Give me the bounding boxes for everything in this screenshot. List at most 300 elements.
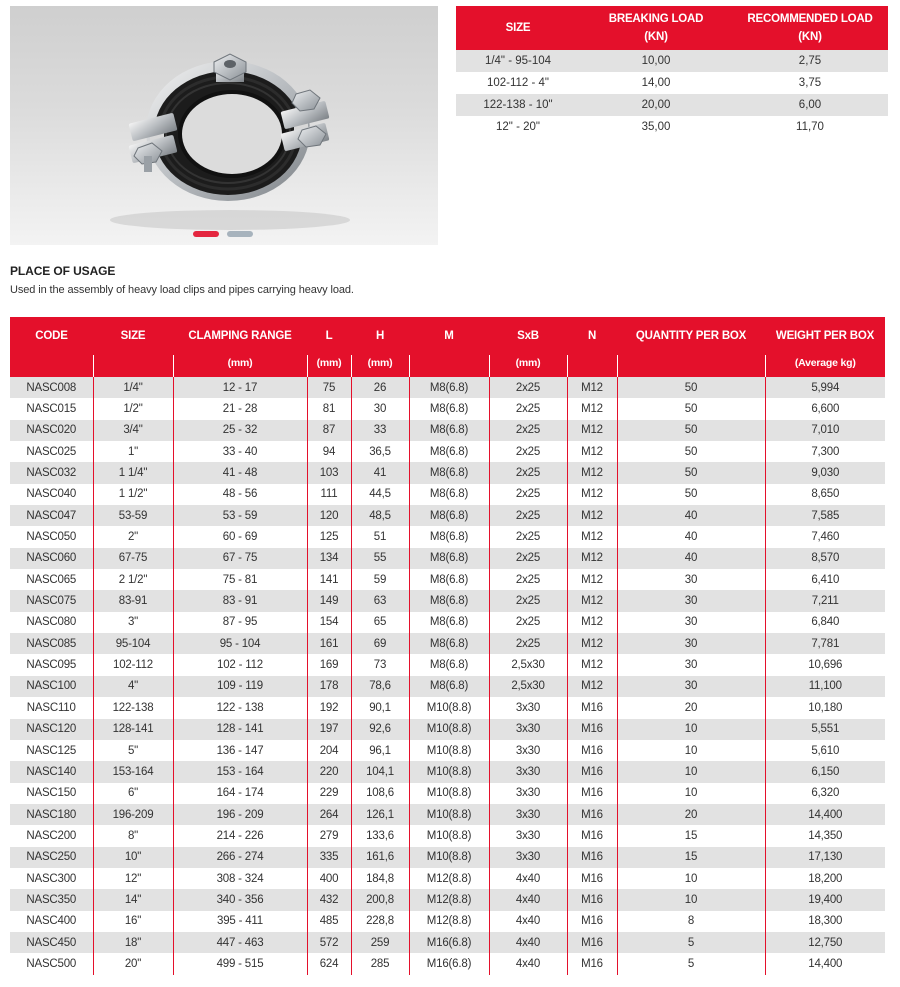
load-table-header [456,6,888,50]
table-cell: M8(6.8) [409,462,489,483]
table-cell: 87 [307,420,351,441]
table-cell: 50 [617,441,765,462]
table-cell: 2,5x30 [489,654,567,675]
table-cell: 12" [93,868,173,889]
table-row [10,484,885,505]
table-cell: 95 - 104 [173,633,307,654]
table-cell: 7,781 [765,633,885,654]
table-cell: 36,5 [351,441,409,462]
table-cell: 8,570 [765,548,885,569]
load-header-cell [580,6,732,50]
table-cell: 92,6 [351,719,409,740]
table-cell: M10(8.8) [409,825,489,846]
table-cell: 169 [307,654,351,675]
table-cell: 103 [307,462,351,483]
table-cell: 161 [307,633,351,654]
table-cell: 340 - 356 [173,889,307,910]
load-table-cell: 12" - 20" [496,121,540,133]
table-cell: 2x25 [489,398,567,419]
table-cell: NASC020 [10,420,93,441]
table-cell: 14,400 [765,804,885,825]
table-cell: 102 - 112 [173,654,307,675]
table-row [10,719,885,740]
table-cell: M10(8.8) [409,847,489,868]
table-cell: 2x25 [489,484,567,505]
load-table-cell: 35,00 [641,121,671,133]
spec-unit-cell [617,355,765,377]
table-cell: 285 [351,953,409,974]
table-cell: 5,610 [765,740,885,761]
table-cell: NASC080 [10,612,93,633]
table-cell: 149 [307,590,351,611]
table-cell: NASC032 [10,462,93,483]
spec-header-cell: L [307,317,351,355]
product-spec-table [10,317,885,975]
load-table-cell: 122-138 - 10" [483,99,553,111]
table-cell: 228,8 [351,911,409,932]
spec-table-units [10,355,885,377]
table-cell: NASC400 [10,911,93,932]
table-row [10,377,885,398]
table-cell: NASC040 [10,484,93,505]
product-image [10,6,438,245]
table-cell: M8(6.8) [409,377,489,398]
table-row [10,548,885,569]
table-cell: M16 [567,911,617,932]
table-cell: M8(6.8) [409,420,489,441]
table-cell: 18" [93,932,173,953]
table-cell: 10 [617,889,765,910]
table-cell: NASC060 [10,548,93,569]
table-cell: 83 - 91 [173,590,307,611]
table-cell: 12 - 17 [173,377,307,398]
load-table-cell: 1/4" - 95-104 [484,55,552,67]
table-cell: 204 [307,740,351,761]
spec-table-body [10,377,885,975]
table-row [10,783,885,804]
table-cell: 4x40 [489,911,567,932]
spec-header-cell: M [409,317,489,355]
table-cell: 3x30 [489,740,567,761]
table-cell: 447 - 463 [173,932,307,953]
spec-unit-cell [10,355,93,377]
table-cell: NASC120 [10,719,93,740]
table-cell: 10 [617,868,765,889]
load-header-cell [456,6,580,50]
table-cell: M8(6.8) [409,569,489,590]
table-cell: M8(6.8) [409,526,489,547]
table-cell: 18,200 [765,868,885,889]
table-cell: 55 [351,548,409,569]
table-cell: 6" [93,783,173,804]
load-table-cell: 2,75 [798,55,822,67]
table-cell: 2x25 [489,420,567,441]
table-cell: NASC110 [10,697,93,718]
table-cell: M12 [567,612,617,633]
table-cell: M10(8.8) [409,804,489,825]
table-cell: 122 - 138 [173,697,307,718]
table-cell: 96,1 [351,740,409,761]
table-cell: 10 [617,761,765,782]
table-cell: NASC047 [10,505,93,526]
table-cell: 624 [307,953,351,974]
table-cell: 192 [307,697,351,718]
table-cell: 65 [351,612,409,633]
table-cell: 108,6 [351,783,409,804]
table-cell: 5,551 [765,719,885,740]
load-table-cell: 14,00 [641,77,671,89]
table-cell: 51 [351,526,409,547]
table-cell: 30 [617,654,765,675]
table-cell: 6,320 [765,783,885,804]
table-cell: NASC075 [10,590,93,611]
load-table-cell: 10,00 [641,55,671,67]
table-cell: 432 [307,889,351,910]
table-cell: 120 [307,505,351,526]
table-cell: 3x30 [489,719,567,740]
table-cell: 41 [351,462,409,483]
table-cell: 3x30 [489,783,567,804]
table-cell: NASC125 [10,740,93,761]
table-cell: 16" [93,911,173,932]
table-row [10,911,885,932]
table-cell: M16 [567,868,617,889]
load-table-row [456,116,888,138]
table-cell: 95-104 [93,633,173,654]
table-cell: 67-75 [93,548,173,569]
table-cell: 2" [93,526,173,547]
load-table [456,6,888,138]
table-cell: NASC085 [10,633,93,654]
table-row [10,697,885,718]
table-cell: 153-164 [93,761,173,782]
table-cell: NASC065 [10,569,93,590]
load-table-cell: 6,00 [798,99,822,111]
table-cell: 2x25 [489,548,567,569]
table-cell: NASC095 [10,654,93,675]
table-cell: NASC200 [10,825,93,846]
table-cell: M12 [567,420,617,441]
table-cell: 2 1/2" [93,569,173,590]
table-cell: NASC180 [10,804,93,825]
load-table-cell: 11,70 [796,121,824,133]
table-cell: M8(6.8) [409,441,489,462]
spec-unit-cell: (mm) [173,355,307,377]
table-cell: 3x30 [489,804,567,825]
table-cell: 25 - 32 [173,420,307,441]
table-cell: 83-91 [93,590,173,611]
table-cell: 5 [617,932,765,953]
table-cell: M8(6.8) [409,590,489,611]
table-cell: M12 [567,484,617,505]
table-row [10,441,885,462]
table-cell: 87 - 95 [173,612,307,633]
table-cell: 7,010 [765,420,885,441]
table-cell: M12 [567,569,617,590]
table-cell: 400 [307,868,351,889]
table-cell: M12 [567,505,617,526]
table-cell: 1 1/2" [93,484,173,505]
table-cell: 53 - 59 [173,505,307,526]
table-cell: 5 [617,953,765,974]
table-cell: NASC008 [10,377,93,398]
table-cell: 308 - 324 [173,868,307,889]
table-cell: 50 [617,377,765,398]
table-cell: 264 [307,804,351,825]
table-cell: 40 [617,526,765,547]
table-cell: 3/4" [93,420,173,441]
table-cell: 59 [351,569,409,590]
table-row [10,761,885,782]
load-table-cell: 3,75 [798,77,822,89]
table-cell: M16 [567,825,617,846]
table-cell: 30 [617,676,765,697]
table-cell: M16 [567,932,617,953]
table-cell: 8" [93,825,173,846]
spec-header-cell: N [567,317,617,355]
table-cell: 44,5 [351,484,409,505]
table-cell: NASC450 [10,932,93,953]
table-cell: M12(8.8) [409,868,489,889]
spec-unit-cell: (mm) [307,355,351,377]
table-cell: 109 - 119 [173,676,307,697]
spec-header-cell: SxB [489,317,567,355]
table-cell: NASC140 [10,761,93,782]
table-cell: 134 [307,548,351,569]
table-cell: 15 [617,825,765,846]
table-cell: 75 [307,377,351,398]
table-cell: 4x40 [489,953,567,974]
table-cell: M12(8.8) [409,889,489,910]
table-cell: 5" [93,740,173,761]
table-cell: 50 [617,484,765,505]
table-cell: 4x40 [489,932,567,953]
table-cell: 2x25 [489,441,567,462]
table-cell: M12 [567,654,617,675]
table-cell: 196-209 [93,804,173,825]
table-cell: 229 [307,783,351,804]
table-cell: 122-138 [93,697,173,718]
table-cell: 63 [351,590,409,611]
table-cell: M10(8.8) [409,719,489,740]
table-cell: 3x30 [489,761,567,782]
table-cell: M16 [567,719,617,740]
table-cell: 499 - 515 [173,953,307,974]
table-cell: 40 [617,505,765,526]
table-cell: 335 [307,847,351,868]
table-cell: 10,696 [765,654,885,675]
table-cell: 2x25 [489,569,567,590]
table-cell: 128-141 [93,719,173,740]
table-cell: 53-59 [93,505,173,526]
table-cell: M8(6.8) [409,676,489,697]
table-cell: M10(8.8) [409,697,489,718]
carousel-dot-active[interactable] [193,231,219,237]
table-cell: 279 [307,825,351,846]
table-row [10,420,885,441]
table-cell: 9,030 [765,462,885,483]
table-cell: 17,130 [765,847,885,868]
table-cell: 2,5x30 [489,676,567,697]
table-cell: M12 [567,526,617,547]
table-cell: 60 - 69 [173,526,307,547]
table-cell: 8 [617,911,765,932]
table-cell: M16 [567,889,617,910]
load-table-body [456,50,888,138]
table-cell: 48 - 56 [173,484,307,505]
table-cell: 2x25 [489,462,567,483]
table-cell: 2x25 [489,633,567,654]
table-cell: M16 [567,783,617,804]
table-cell: 78,6 [351,676,409,697]
table-row [10,932,885,953]
table-cell: 259 [351,932,409,953]
load-table-cell: 102-112 - 4" [486,77,550,89]
usage-description: Used in the assembly of heavy load clips and pipes carrying heavy load. [10,284,354,296]
table-cell: M10(8.8) [409,783,489,804]
load-table-row [456,94,888,116]
spec-header-cell: SIZE [93,317,173,355]
load-header-label: RECOMMENDED LOAD [747,13,873,25]
table-cell: 178 [307,676,351,697]
table-cell: 220 [307,761,351,782]
table-cell: 33 - 40 [173,441,307,462]
table-cell: 485 [307,911,351,932]
table-cell: 7,585 [765,505,885,526]
table-row [10,889,885,910]
table-cell: 14,350 [765,825,885,846]
table-cell: NASC050 [10,526,93,547]
table-cell: 2x25 [489,377,567,398]
table-cell: 19,400 [765,889,885,910]
table-cell: M12 [567,676,617,697]
table-cell: 164 - 174 [173,783,307,804]
table-cell: 6,150 [765,761,885,782]
table-cell: 102-112 [93,654,173,675]
table-row [10,953,885,974]
table-cell: 104,1 [351,761,409,782]
usage-title: PLACE OF USAGE [10,264,116,278]
table-cell: M12 [567,398,617,419]
table-row [10,868,885,889]
table-cell: NASC025 [10,441,93,462]
table-row [10,569,885,590]
table-cell: 30 [617,569,765,590]
table-cell: 5,994 [765,377,885,398]
table-cell: 18,300 [765,911,885,932]
spec-header-cell: CLAMPING RANGE [173,317,307,355]
table-cell: 572 [307,932,351,953]
table-cell: 40 [617,548,765,569]
table-cell: 30 [617,612,765,633]
table-cell: 3" [93,612,173,633]
table-cell: 73 [351,654,409,675]
table-cell: 2x25 [489,505,567,526]
table-cell: 14,400 [765,953,885,974]
table-cell: 50 [617,420,765,441]
table-cell: 10 [617,719,765,740]
table-cell: M12 [567,633,617,654]
table-row [10,590,885,611]
table-cell: 14" [93,889,173,910]
table-cell: 2x25 [489,526,567,547]
table-cell: M10(8.8) [409,761,489,782]
load-table-row [456,50,888,72]
table-cell: 10" [93,847,173,868]
table-cell: 111 [307,484,351,505]
table-cell: 20 [617,804,765,825]
load-header-label: BREAKING LOAD [608,13,704,25]
table-cell: 6,600 [765,398,885,419]
table-cell: 200,8 [351,889,409,910]
table-cell: NASC015 [10,398,93,419]
spec-header-cell: QUANTITY PER BOX [617,317,765,355]
table-cell: 10 [617,783,765,804]
table-cell: 4x40 [489,889,567,910]
table-cell: 69 [351,633,409,654]
table-cell: M12 [567,441,617,462]
table-cell: 154 [307,612,351,633]
spec-unit-cell [567,355,617,377]
table-cell: 50 [617,462,765,483]
spec-unit-cell: (mm) [351,355,409,377]
table-cell: 1 1/4" [93,462,173,483]
load-header-unit: (KN) [798,31,822,43]
table-cell: 20 [617,697,765,718]
load-table-cell: 20,00 [641,99,671,111]
table-cell: 1/2" [93,398,173,419]
table-cell: NASC300 [10,868,93,889]
table-cell: 6,410 [765,569,885,590]
table-cell: 196 - 209 [173,804,307,825]
table-cell: 141 [307,569,351,590]
table-cell: M16 [567,740,617,761]
table-row [10,654,885,675]
spec-unit-cell: (mm) [489,355,567,377]
table-cell: 266 - 274 [173,847,307,868]
table-cell: NASC250 [10,847,93,868]
table-cell: M16 [567,697,617,718]
table-cell: M12 [567,377,617,398]
spec-unit-cell [409,355,489,377]
carousel-dot-inactive[interactable] [227,231,253,237]
table-cell: M16 [567,847,617,868]
table-cell: 7,211 [765,590,885,611]
table-cell: 33 [351,420,409,441]
table-cell: 21 - 28 [173,398,307,419]
spec-table-header [10,317,885,355]
table-cell: 94 [307,441,351,462]
table-row [10,633,885,654]
spec-header-cell: CODE [10,317,93,355]
table-cell: M8(6.8) [409,548,489,569]
table-cell: 214 - 226 [173,825,307,846]
table-cell: NASC350 [10,889,93,910]
table-cell: 4" [93,676,173,697]
table-cell: 197 [307,719,351,740]
load-header-label: SIZE [505,22,531,34]
table-row [10,676,885,697]
table-cell: NASC100 [10,676,93,697]
carousel-indicators [193,231,253,237]
table-row [10,825,885,846]
table-cell: M8(6.8) [409,484,489,505]
table-cell: M8(6.8) [409,654,489,675]
table-cell: 50 [617,398,765,419]
table-cell: 41 - 48 [173,462,307,483]
table-cell: 8,650 [765,484,885,505]
spec-header-cell: WEIGHT PER BOX [765,317,885,355]
